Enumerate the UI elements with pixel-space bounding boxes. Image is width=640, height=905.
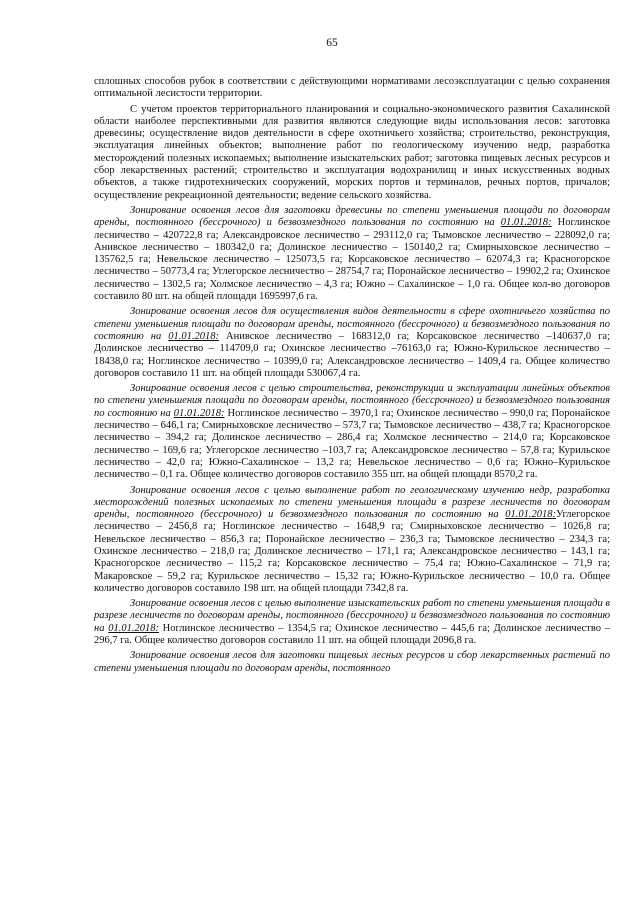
- italic-heading: Зонирование освоения лесов для осуществления видов деятельности в сфере охотничьего хозяйства по степени уменьшения площади по договорам аренды, постоянного (бессрочного) и безвозмездного пользования по состоянию на: [94, 306, 610, 342]
- date-underlined: 01.01.2018:: [505, 509, 556, 521]
- paragraph: [94, 76, 610, 101]
- page-number: 65: [326, 37, 338, 49]
- paragraph: [94, 383, 610, 481]
- document-body: [94, 76, 610, 675]
- italic-heading: Зонирование освоения лесов с целью выполнение изыскательских работ по степени уменьшения площади в разрезе лесничеств по договорам аренды, постоянного (бессрочного) и безвозмездного пользования по состоянию на: [94, 598, 610, 634]
- body-text: Углегорское лесничество – 2456,8 га; Ноглинское лесничество – 1648,9 га; Смирныховское лесничество – 1026,8 га; Невельское лесничество – 856,3 га; Поронайское лесничество – 236,3 га; Тымовское лесничество – 234,3 га; Охинское лесничество – 218,0 га; Долинское лесничество – 171,1 га; Александровское лесничество – 143,1 га; Красногорское лесничество – 115,2 га; Корсаковское лесничество – 75,4 га; Южно-Сахалинское – 71,9 га; Макаровское – 59,2 га; Курильское лесничество – 15,32 га; Южно-Курильское лесничество – 10,0 га. Общее количество договоров составило 198 шт. на общей площади 7342,8 га.: [94, 509, 610, 594]
- body-text: Ноглинское лесничество – 420722,8 га; Александровское лесничество – 293112,0 га; Тымовское лесничество – 228092,0 га; Анивское лесничество – 180342,0 га; Долинское лесничество – 150140,2 га; Смирныховское лесничество – 135762,5 га; Невельское лесничество – 125073,5 га; Корсаковское лесничество – 62074,3 га; Красногорское лесничество – 50773,4 га; Углегорское лесничество – 28754,7 га; Поронайское лесничество – 19902,2 га; Охинское лесничество – 1302,5 га; Холмское лесничество – 4,3 га; Южно – Сахалинское – 1,0 га. Общее кол-во договоров составило 80 шт. на общей площади 1695997,6 га.: [94, 217, 610, 303]
- italic-heading: Зонирование освоения лесов с целью строительства, реконструкции и эксплуатации линейных объектов по степени уменьшения площади по договорам аренды, постоянного (бессрочного) и безвозмездного пользования по состоянию на: [94, 383, 610, 419]
- body-text: Ноглинское лесничество – 1354,5 га; Охинское лесничество – 445,6 га; Долинское лесничество – 296,7 га. Общее количество договоров составило 11 шт. на общей площади 2096,8 га.: [94, 622, 610, 647]
- date-underlined: 01.01.2018:: [108, 622, 159, 634]
- date-underlined: 01.01.2018:: [500, 217, 552, 229]
- date-underlined: 01.01.2018:: [173, 407, 225, 419]
- paragraph: [94, 598, 610, 647]
- paragraph: [94, 306, 610, 380]
- italic-heading: Зонирование освоения лесов для заготовки древесины по степени уменьшения площади по договорам аренды, постоянного (бессрочного) и безвозмездного пользования по состоянию на: [94, 204, 610, 229]
- body-text: Анивское лесничество – 168312,0 га; Корсаковское лесничество –140637,0 га; Долинское лесничество – 114709,0 га; Охинское лесничество –76163,0 га; Южно-Курильское лесничество – 18438,0 га; Ноглинское лесничество – 10399,0 га; Александровское лесничество – 1409,4 га. Общее количество договоров составило 11 шт. на общей площади 530067,4 га.: [94, 330, 610, 379]
- italic-heading: Зонирование освоения лесов с целью выполнение работ по геологическому изучению недр, разработка месторождений полезных ископаемых по степени уменьшения площади в разрезе лесничеств по договорам аренды, постоянного (бессрочного) и безвозмездного пользования по состоянию на: [94, 484, 610, 521]
- body-text: сплошных способов рубок в соответствии с действующими нормативами лесоэксплуатации с целью сохранения оптимальной лесистости территории.: [94, 76, 610, 100]
- paragraph: [94, 650, 610, 675]
- body-text: Ноглинское лесничество – 3970,1 га; Охинское лесничество – 990,0 га; Поронайское лесничество – 646,1 га; Смирныховское лесничество – 573,7 га; Тымовское лесничество – 438,7 га; Красногорское лесничество – 394,2 га; Долинское лесничество – 286,4 га; Холмское лесничество – 214,0 га; Корсаковское лесничество – 169,6 га; Углегорское лесничество –103,7 га; Александровское лесничество – 57,8 га; Курильское лесничество – 42,0 га; Южно-Сахалинское – 13,2 га; Невельское лесничество – 0,6 га; Южно–Курильское лесничество – 0,1 га. Общее количество договоров составило 355 шт. на общей площади 8570,2 га.: [94, 407, 610, 481]
- date-underlined: 01.01.2018:: [168, 330, 220, 342]
- paragraph: [94, 104, 610, 202]
- paragraph: [94, 485, 610, 596]
- paragraph: [94, 205, 610, 303]
- italic-heading: Зонирование освоения лесов для заготовки пищевых лесных ресурсов и сбор лекарственных растений по степени уменьшения площади по договорам аренды, постоянного: [94, 650, 610, 674]
- body-text: С учетом проектов территориального планирования и социально-экономического развития Сахалинской области наиболее перспективными для развития являются следующие виды использования лесов: заготовка древесины; осуществление видов деятельности в сфере охотничьего хозяйства; строительство, реконструкция, эксплуатация линейных объектов; выполнение работ по геологическому изучению недр, разработка месторождений полезных ископаемых; выполнение изыскательских работ; заготовка пищевых лесных ресурсов и сбор лекарственных растений; строительство и эксплуатация водохранилищ и иных искусственных водных объектов, а также гидротехнических сооружений, морских портов и терминалов, речных портов, причалов; осуществление рекреационной деятельности; ведение сельского хозяйства.: [94, 103, 610, 201]
